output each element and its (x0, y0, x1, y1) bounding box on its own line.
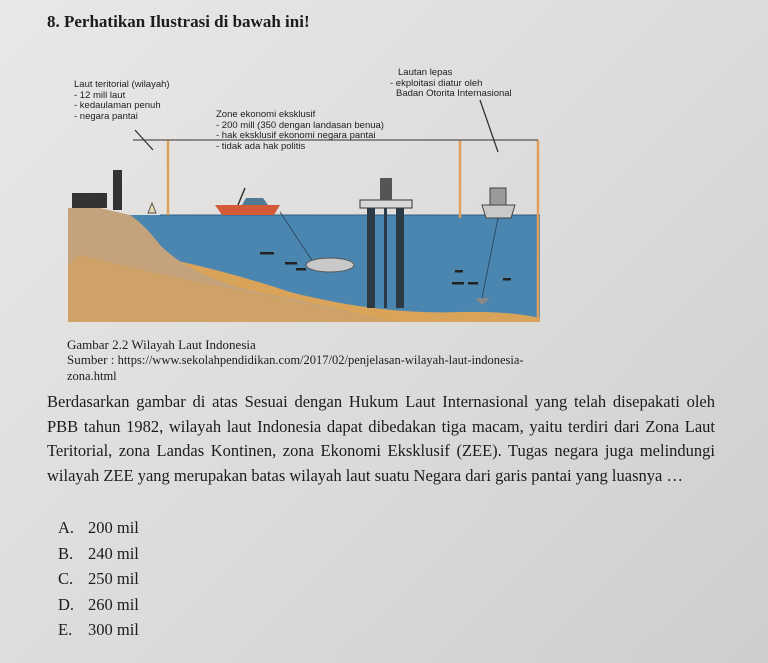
option-a-text: 200 mil (88, 518, 139, 537)
fish-7 (503, 278, 511, 281)
source-label: Sumber : (67, 352, 115, 367)
territorial-sea-label (74, 80, 170, 122)
fish-5 (452, 282, 464, 285)
figure-source (67, 352, 567, 384)
territorial-sea-label-line-1: - 12 mill laut (74, 89, 126, 101)
oil-rig-tower (380, 178, 392, 200)
high-sea-pointer (480, 100, 498, 152)
zee-label-line-1: - 200 mill (350 dengan landasan benua) (216, 119, 384, 131)
oil-rig-leg-left (367, 208, 375, 308)
option-b-letter: B. (58, 543, 74, 563)
high-sea-label-title: Lautan lepas (398, 67, 453, 78)
coast-house (148, 203, 156, 213)
option-c-letter: C. (58, 569, 74, 588)
source-url: https://www.sekolahpendidikan.com/2017/02/penjelasan-wilayah-laut-indonesia-zona.html (67, 353, 524, 383)
sea-zones-illustration (60, 60, 550, 332)
option-e[interactable] (58, 617, 139, 643)
oil-rig-deck (360, 200, 412, 208)
option-a[interactable] (58, 515, 139, 541)
high-sea-label-line-2: Badan Otorita Internasional (396, 88, 512, 99)
fishing-boat (215, 205, 280, 215)
option-e-text: 300 mil (88, 620, 139, 639)
answer-options (58, 515, 139, 643)
option-e-letter: E. (58, 620, 73, 639)
research-ship (482, 205, 515, 218)
question-paragraph: Berdasarkan gambar di atas Sesuai dengan Hukum Laut Internasional yang telah disepakati oleh PBB tahun 1982, wilayah laut Indonesia dapat dibedakan tiga macam, yaitu terdiri dari Zona Laut Teritorial, zona Landas Kontinen, zona Ekonomi Eksklusif (ZEE). Tugas negara juga melindungi wilayah ZEE yang merupakan batas wilayah laut suatu Negara dari garis pantai yang luasnya … (47, 392, 715, 485)
fish-1 (260, 252, 274, 255)
drill-pipe (384, 208, 387, 308)
fish-3 (296, 268, 306, 271)
high-sea-label (390, 68, 512, 100)
high-sea-label-line-1: - ekploitasi diatur oleh (390, 77, 483, 89)
ship-bridge (490, 188, 506, 205)
option-d-letter: D. (58, 594, 75, 614)
zee-label-title: Zone ekonomi eksklusif (216, 109, 316, 120)
option-b[interactable] (58, 541, 139, 567)
territorial-sea-label-title: Laut teritorial (wilayah) (74, 79, 170, 90)
zee-label (216, 110, 384, 152)
fish-6 (468, 282, 478, 285)
boat-cabin (242, 198, 268, 205)
question-title: 8. Perhatikan Ilustrasi di bawah ini! (47, 12, 310, 31)
option-a-letter: A. (58, 518, 75, 537)
zee-label-line-3: - tidak ada hak politis (216, 140, 306, 152)
territorial-sea-label-line-3: - negara pantai (74, 110, 138, 122)
fish-2 (285, 262, 297, 265)
territorial-sea-label-line-2: - kedaulaman penuh (74, 100, 161, 111)
coastal-building (72, 193, 107, 208)
option-b-text: 240 mil (88, 543, 139, 563)
figure-caption: Gambar 2.2 Wilayah Laut Indonesia (67, 337, 256, 352)
zee-label-line-2: - hak eksklusif ekonomi negara pantai (216, 130, 376, 141)
option-d[interactable] (58, 592, 139, 618)
option-d-text: 260 mil (88, 594, 139, 614)
fish-4 (455, 270, 463, 273)
trawl-net (306, 258, 354, 272)
option-c-text: 250 mil (88, 569, 139, 588)
option-c[interactable] (58, 566, 139, 592)
lighthouse (113, 170, 122, 210)
oil-rig-leg-right (396, 208, 404, 308)
